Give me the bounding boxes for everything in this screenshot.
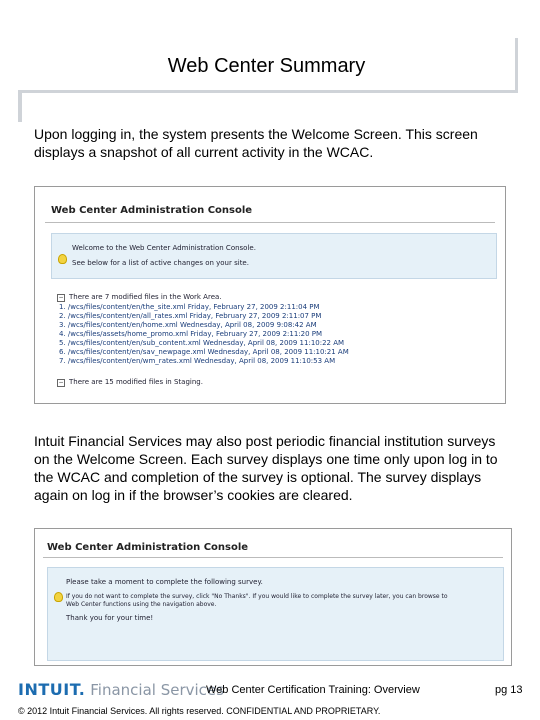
header-divider	[43, 557, 503, 558]
staging-header: There are 15 modified files in Staging.	[69, 378, 203, 386]
survey-box	[47, 567, 504, 661]
intuit-logo	[18, 680, 224, 699]
copyright: © 2012 Intuit Financial Services. All rights reserved. CONFIDENTIAL AND PROPRIETARY.	[18, 706, 381, 716]
file-list-item[interactable]: 3. /wcs/files/content/en/home.xml Wednesday, April 08, 2009 9:08:42 AM	[59, 321, 317, 329]
console-title: Web Center Administration Console	[47, 542, 249, 553]
welcome-box	[51, 233, 497, 279]
intro-paragraph: Upon logging in, the system presents the Welcome Screen. This screen displays a snapshot of all current activity in the WCAC.	[34, 126, 478, 160]
welcome-screen-screenshot	[34, 186, 506, 404]
header-divider	[45, 222, 495, 223]
survey-line-3: Web Center functions using the navigation above.	[66, 601, 217, 608]
file-list-item[interactable]: 4. /wcs/files/assets/home_promo.xml Friday, February 27, 2009 2:11:20 PM	[59, 330, 323, 338]
survey-line-2: If you do not want to complete the survey, click "No Thanks". If you would like to complete the survey later, you can browse to	[66, 593, 448, 600]
file-list-item[interactable]: 7. /wcs/files/content/en/wm_rates.xml Wednesday, April 08, 2009 11:10:53 AM	[59, 357, 336, 365]
collapse-icon[interactable]: −	[58, 379, 64, 386]
logo-brand: INTUIT.	[18, 680, 86, 699]
welcome-line-2: See below for a list of active changes on your site.	[72, 259, 249, 267]
welcome-line-1: Welcome to the Web Center Administration Console.	[72, 244, 256, 252]
file-list-item[interactable]: 5. /wcs/files/content/en/sub_content.xml Wednesday, April 08, 2009 11:10:22 AM	[59, 339, 345, 347]
page-number: pg 13	[495, 684, 523, 696]
collapse-icon[interactable]: −	[58, 294, 64, 301]
console-title: Web Center Administration Console	[51, 205, 253, 216]
file-list-item[interactable]: 1. /wcs/files/content/en/the_site.xml Friday, February 27, 2009 2:11:04 PM	[59, 303, 320, 311]
slide-title: Web Center Summary	[167, 55, 366, 77]
body-frame-accent	[18, 92, 22, 122]
lightbulb-icon	[54, 592, 63, 602]
work-area-header: There are 7 modified files in the Work Area.	[69, 293, 222, 301]
file-list-item[interactable]: 6. /wcs/files/content/en/sav_newpage.xml Wednesday, April 08, 2009 11:10:21 AM	[59, 348, 349, 356]
lightbulb-icon	[58, 254, 67, 264]
survey-line-1: Please take a moment to complete the following survey.	[66, 578, 263, 586]
course-title: Web Center Certification Training: Overview	[206, 684, 420, 696]
survey-line-4: Thank you for your time!	[66, 614, 154, 622]
file-list-item[interactable]: 2. /wcs/files/content/en/all_rates.xml Friday, February 27, 2009 2:11:07 PM	[59, 312, 322, 320]
survey-screenshot	[34, 528, 512, 666]
survey-paragraph: Intuit Financial Services may also post periodic financial institution surveys on the Welcome Screen. Each survey displays one time only upon log in to the WCAC and completion of the survey is optional. The survey displays again on log in if the browser’s cookies are cleared.	[34, 433, 498, 503]
logo-subtitle: Financial Services	[90, 681, 224, 699]
